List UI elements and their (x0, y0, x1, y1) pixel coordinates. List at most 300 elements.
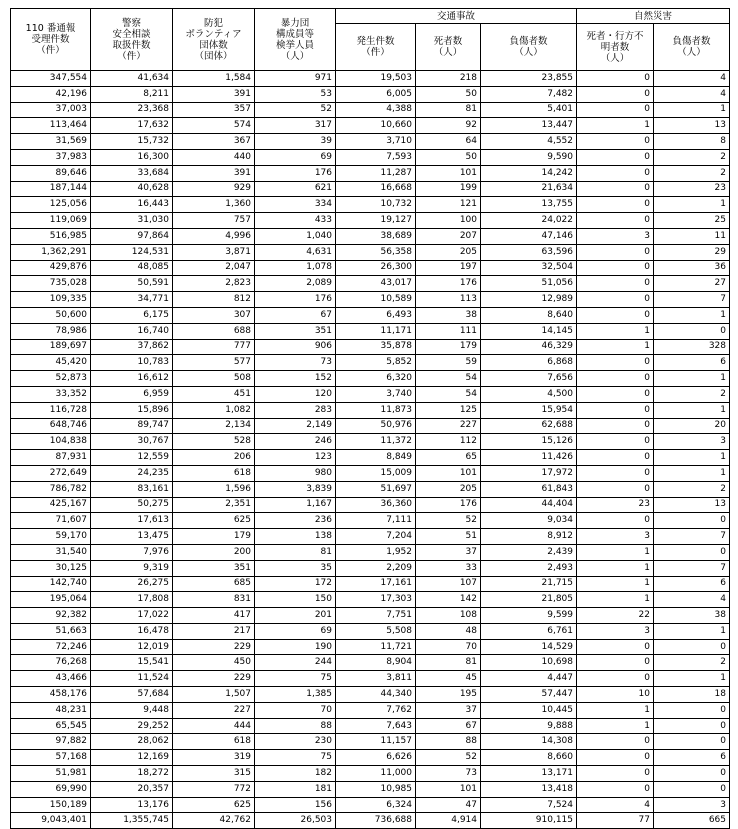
cell-traffic-deaths: 73 (416, 766, 481, 782)
cell-disaster-injured: 36 (654, 260, 730, 276)
cell-110-calls: 33,352 (11, 386, 91, 402)
table-row (11, 197, 730, 213)
cell-traffic-accident-count: 16,668 (336, 181, 416, 197)
cell-gang-arrests: 621 (255, 181, 336, 197)
cell-traffic-injured: 8,912 (481, 529, 577, 545)
cell-traffic-accident-count: 7,751 (336, 608, 416, 624)
cell-crime-prevention-groups: 227 (173, 702, 255, 718)
cell-crime-prevention-groups: 351 (173, 560, 255, 576)
table-row (11, 244, 730, 260)
cell-crime-prevention-groups: 574 (173, 118, 255, 134)
cell-traffic-accident-count: 6,493 (336, 307, 416, 323)
cell-disaster-injured: 25 (654, 213, 730, 229)
cell-110-calls: 52,873 (11, 371, 91, 387)
cell-safety-consultations: 16,478 (91, 623, 173, 639)
cell-traffic-deaths: 101 (416, 465, 481, 481)
cell-traffic-injured: 13,171 (481, 766, 577, 782)
cell-gang-arrests: 123 (255, 450, 336, 466)
table-row (11, 213, 730, 229)
cell-110-calls: 786,782 (11, 481, 91, 497)
cell-safety-consultations: 16,300 (91, 149, 173, 165)
cell-traffic-accident-count: 26,300 (336, 260, 416, 276)
cell-traffic-accident-count: 8,849 (336, 450, 416, 466)
cell-traffic-accident-count: 19,127 (336, 213, 416, 229)
cell-safety-consultations: 1,355,745 (91, 813, 173, 829)
cell-110-calls: 65,545 (11, 718, 91, 734)
table-body (11, 71, 730, 829)
cell-traffic-injured: 13,447 (481, 118, 577, 134)
cell-traffic-deaths: 179 (416, 339, 481, 355)
table-row (11, 560, 730, 576)
cell-traffic-injured: 6,868 (481, 355, 577, 371)
cell-crime-prevention-groups: 777 (173, 339, 255, 355)
cell-110-calls: 57,168 (11, 750, 91, 766)
cell-traffic-deaths: 111 (416, 323, 481, 339)
table-row (11, 497, 730, 513)
cell-traffic-accident-count: 7,111 (336, 513, 416, 529)
cell-110-calls: 42,196 (11, 86, 91, 102)
header-safety-consultations: 警察 安全相談 取扱件数 （件） (91, 9, 173, 71)
cell-traffic-deaths: 81 (416, 102, 481, 118)
cell-traffic-accident-count: 10,660 (336, 118, 416, 134)
cell-gang-arrests: 244 (255, 655, 336, 671)
cell-safety-consultations: 31,030 (91, 213, 173, 229)
cell-traffic-accident-count: 5,508 (336, 623, 416, 639)
cell-crime-prevention-groups: 319 (173, 750, 255, 766)
table-row (11, 371, 730, 387)
cell-disaster-dead-missing: 0 (577, 766, 654, 782)
cell-disaster-injured: 0 (654, 323, 730, 339)
cell-traffic-accident-count: 11,171 (336, 323, 416, 339)
cell-safety-consultations: 18,272 (91, 766, 173, 782)
cell-disaster-injured: 1 (654, 465, 730, 481)
cell-crime-prevention-groups: 1,082 (173, 402, 255, 418)
cell-traffic-deaths: 205 (416, 481, 481, 497)
table-row (11, 592, 730, 608)
cell-crime-prevention-groups: 2,823 (173, 276, 255, 292)
cell-gang-arrests: 81 (255, 544, 336, 560)
cell-gang-arrests: 230 (255, 734, 336, 750)
cell-safety-consultations: 8,211 (91, 86, 173, 102)
cell-disaster-injured: 20 (654, 418, 730, 434)
table-row (11, 402, 730, 418)
cell-crime-prevention-groups: 357 (173, 102, 255, 118)
table-row (11, 339, 730, 355)
cell-110-calls: 76,268 (11, 655, 91, 671)
cell-traffic-injured: 9,599 (481, 608, 577, 624)
cell-disaster-injured: 1 (654, 307, 730, 323)
cell-disaster-injured: 7 (654, 292, 730, 308)
cell-gang-arrests: 88 (255, 718, 336, 734)
cell-safety-consultations: 26,275 (91, 576, 173, 592)
cell-traffic-accident-count: 17,161 (336, 576, 416, 592)
cell-disaster-injured: 0 (654, 766, 730, 782)
cell-disaster-injured: 2 (654, 386, 730, 402)
cell-110-calls: 272,649 (11, 465, 91, 481)
cell-traffic-deaths: 67 (416, 718, 481, 734)
cell-traffic-deaths: 205 (416, 244, 481, 260)
cell-disaster-dead-missing: 0 (577, 260, 654, 276)
cell-traffic-deaths: 195 (416, 687, 481, 703)
cell-110-calls: 48,231 (11, 702, 91, 718)
cell-traffic-injured: 32,504 (481, 260, 577, 276)
table-row (11, 544, 730, 560)
cell-110-calls: 109,335 (11, 292, 91, 308)
cell-110-calls: 195,064 (11, 592, 91, 608)
table-row (11, 118, 730, 134)
cell-traffic-deaths: 101 (416, 165, 481, 181)
cell-traffic-accident-count: 17,303 (336, 592, 416, 608)
cell-safety-consultations: 15,732 (91, 134, 173, 150)
cell-gang-arrests: 980 (255, 465, 336, 481)
header-disaster-injured: 負傷者数 （人） (654, 24, 730, 71)
cell-traffic-deaths: 33 (416, 560, 481, 576)
cell-traffic-injured: 15,954 (481, 402, 577, 418)
cell-crime-prevention-groups: 200 (173, 544, 255, 560)
cell-crime-prevention-groups: 685 (173, 576, 255, 592)
cell-disaster-injured: 11 (654, 228, 730, 244)
cell-traffic-injured: 62,688 (481, 418, 577, 434)
cell-disaster-injured: 1 (654, 102, 730, 118)
cell-disaster-injured: 23 (654, 181, 730, 197)
table-row (11, 260, 730, 276)
cell-crime-prevention-groups: 618 (173, 734, 255, 750)
cell-disaster-injured: 0 (654, 781, 730, 797)
cell-safety-consultations: 41,634 (91, 71, 173, 87)
cell-traffic-injured: 5,401 (481, 102, 577, 118)
cell-traffic-injured: 9,034 (481, 513, 577, 529)
table-header (11, 9, 730, 71)
cell-gang-arrests: 1,167 (255, 497, 336, 513)
cell-disaster-dead-missing: 0 (577, 450, 654, 466)
cell-traffic-deaths: 64 (416, 134, 481, 150)
cell-gang-arrests: 176 (255, 292, 336, 308)
cell-crime-prevention-groups: 508 (173, 371, 255, 387)
cell-crime-prevention-groups: 831 (173, 592, 255, 608)
cell-crime-prevention-groups: 812 (173, 292, 255, 308)
cell-safety-consultations: 15,541 (91, 655, 173, 671)
cell-traffic-accident-count: 43,017 (336, 276, 416, 292)
cell-gang-arrests: 156 (255, 797, 336, 813)
cell-gang-arrests: 75 (255, 671, 336, 687)
cell-safety-consultations: 50,275 (91, 497, 173, 513)
cell-crime-prevention-groups: 2,351 (173, 497, 255, 513)
cell-crime-prevention-groups: 391 (173, 165, 255, 181)
cell-crime-prevention-groups: 757 (173, 213, 255, 229)
cell-110-calls: 187,144 (11, 181, 91, 197)
cell-110-calls: 51,663 (11, 623, 91, 639)
cell-traffic-injured: 44,404 (481, 497, 577, 513)
table-row (11, 307, 730, 323)
cell-traffic-injured: 14,308 (481, 734, 577, 750)
cell-110-calls: 69,990 (11, 781, 91, 797)
cell-disaster-injured: 0 (654, 718, 730, 734)
cell-disaster-injured: 6 (654, 355, 730, 371)
cell-110-calls: 116,728 (11, 402, 91, 418)
cell-traffic-deaths: 47 (416, 797, 481, 813)
cell-gang-arrests: 1,040 (255, 228, 336, 244)
cell-110-calls: 89,646 (11, 165, 91, 181)
cell-traffic-injured: 14,242 (481, 165, 577, 181)
table-row (11, 434, 730, 450)
cell-safety-consultations: 10,783 (91, 355, 173, 371)
cell-traffic-injured: 6,761 (481, 623, 577, 639)
cell-disaster-injured: 665 (654, 813, 730, 829)
cell-traffic-accident-count: 10,589 (336, 292, 416, 308)
table-row (11, 639, 730, 655)
cell-crime-prevention-groups: 577 (173, 355, 255, 371)
cell-gang-arrests: 26,503 (255, 813, 336, 829)
cell-disaster-dead-missing: 10 (577, 687, 654, 703)
table-row (11, 181, 730, 197)
cell-safety-consultations: 50,591 (91, 276, 173, 292)
cell-disaster-injured: 2 (654, 149, 730, 165)
cell-traffic-deaths: 199 (416, 181, 481, 197)
cell-disaster-dead-missing: 3 (577, 529, 654, 545)
cell-safety-consultations: 124,531 (91, 244, 173, 260)
cell-traffic-deaths: 125 (416, 402, 481, 418)
cell-traffic-deaths: 112 (416, 434, 481, 450)
cell-traffic-accident-count: 11,873 (336, 402, 416, 418)
header-gang-arrests: 暴力団 構成員等 検挙人員 （人） (255, 9, 336, 71)
cell-safety-consultations: 30,767 (91, 434, 173, 450)
cell-safety-consultations: 28,062 (91, 734, 173, 750)
cell-traffic-deaths: 54 (416, 386, 481, 402)
table-row (11, 323, 730, 339)
cell-traffic-injured: 14,145 (481, 323, 577, 339)
table-row (11, 481, 730, 497)
cell-safety-consultations: 24,235 (91, 465, 173, 481)
cell-disaster-dead-missing: 0 (577, 181, 654, 197)
table-row (11, 750, 730, 766)
cell-crime-prevention-groups: 625 (173, 797, 255, 813)
cell-disaster-dead-missing: 0 (577, 102, 654, 118)
cell-traffic-accident-count: 1,952 (336, 544, 416, 560)
table-row (11, 86, 730, 102)
table-row (11, 165, 730, 181)
cell-safety-consultations: 40,628 (91, 181, 173, 197)
cell-safety-consultations: 48,085 (91, 260, 173, 276)
cell-traffic-accident-count: 11,157 (336, 734, 416, 750)
cell-traffic-injured: 9,888 (481, 718, 577, 734)
cell-safety-consultations: 13,176 (91, 797, 173, 813)
table-row (11, 465, 730, 481)
cell-traffic-injured: 4,447 (481, 671, 577, 687)
table-row (11, 149, 730, 165)
cell-crime-prevention-groups: 3,871 (173, 244, 255, 260)
cell-traffic-deaths: 52 (416, 513, 481, 529)
cell-gang-arrests: 182 (255, 766, 336, 782)
cell-traffic-deaths: 107 (416, 576, 481, 592)
cell-disaster-injured: 1 (654, 371, 730, 387)
cell-traffic-injured: 2,439 (481, 544, 577, 560)
cell-traffic-injured: 13,418 (481, 781, 577, 797)
cell-traffic-deaths: 113 (416, 292, 481, 308)
table-row (11, 134, 730, 150)
cell-traffic-injured: 10,445 (481, 702, 577, 718)
cell-traffic-injured: 51,056 (481, 276, 577, 292)
cell-safety-consultations: 17,632 (91, 118, 173, 134)
cell-gang-arrests: 152 (255, 371, 336, 387)
cell-safety-consultations: 57,684 (91, 687, 173, 703)
cell-disaster-injured: 0 (654, 513, 730, 529)
cell-gang-arrests: 246 (255, 434, 336, 450)
cell-traffic-accident-count: 8,904 (336, 655, 416, 671)
cell-disaster-injured: 29 (654, 244, 730, 260)
cell-gang-arrests: 138 (255, 529, 336, 545)
cell-traffic-deaths: 59 (416, 355, 481, 371)
cell-traffic-deaths: 54 (416, 371, 481, 387)
cell-gang-arrests: 150 (255, 592, 336, 608)
cell-disaster-dead-missing: 1 (577, 339, 654, 355)
cell-traffic-accident-count: 15,009 (336, 465, 416, 481)
cell-crime-prevention-groups: 217 (173, 623, 255, 639)
cell-disaster-dead-missing: 0 (577, 276, 654, 292)
cell-disaster-dead-missing: 0 (577, 402, 654, 418)
table-row (11, 734, 730, 750)
cell-traffic-accident-count: 50,976 (336, 418, 416, 434)
header-traffic-deaths: 死者数 （人） (416, 24, 481, 71)
cell-crime-prevention-groups: 929 (173, 181, 255, 197)
cell-traffic-accident-count: 3,740 (336, 386, 416, 402)
cell-traffic-injured: 2,493 (481, 560, 577, 576)
cell-traffic-deaths: 218 (416, 71, 481, 87)
cell-disaster-dead-missing: 1 (577, 592, 654, 608)
cell-110-calls: 125,056 (11, 197, 91, 213)
cell-disaster-injured: 1 (654, 450, 730, 466)
cell-traffic-injured: 8,660 (481, 750, 577, 766)
cell-gang-arrests: 176 (255, 165, 336, 181)
cell-disaster-injured: 3 (654, 434, 730, 450)
cell-110-calls: 458,176 (11, 687, 91, 703)
cell-crime-prevention-groups: 451 (173, 386, 255, 402)
cell-traffic-injured: 21,715 (481, 576, 577, 592)
cell-110-calls: 51,981 (11, 766, 91, 782)
cell-110-calls: 425,167 (11, 497, 91, 513)
cell-traffic-deaths: 100 (416, 213, 481, 229)
cell-disaster-dead-missing: 0 (577, 165, 654, 181)
cell-traffic-deaths: 108 (416, 608, 481, 624)
cell-traffic-injured: 4,500 (481, 386, 577, 402)
cell-disaster-dead-missing: 1 (577, 544, 654, 560)
cell-traffic-accident-count: 51,697 (336, 481, 416, 497)
cell-disaster-dead-missing: 0 (577, 671, 654, 687)
cell-gang-arrests: 52 (255, 102, 336, 118)
cell-disaster-dead-missing: 0 (577, 149, 654, 165)
cell-110-calls: 648,746 (11, 418, 91, 434)
cell-disaster-injured: 8 (654, 134, 730, 150)
cell-disaster-injured: 2 (654, 655, 730, 671)
cell-disaster-injured: 1 (654, 402, 730, 418)
cell-safety-consultations: 12,559 (91, 450, 173, 466)
cell-traffic-accident-count: 7,643 (336, 718, 416, 734)
cell-crime-prevention-groups: 417 (173, 608, 255, 624)
cell-110-calls: 104,838 (11, 434, 91, 450)
cell-gang-arrests: 67 (255, 307, 336, 323)
header-disaster-dead-missing: 死者・行方不 明者数 （人） (577, 24, 654, 71)
cell-safety-consultations: 12,019 (91, 639, 173, 655)
cell-crime-prevention-groups: 229 (173, 639, 255, 655)
cell-disaster-injured: 13 (654, 118, 730, 134)
table-row (11, 513, 730, 529)
cell-traffic-accident-count: 4,388 (336, 102, 416, 118)
cell-safety-consultations: 17,613 (91, 513, 173, 529)
cell-110-calls: 150,189 (11, 797, 91, 813)
cell-traffic-accident-count: 10,732 (336, 197, 416, 213)
cell-safety-consultations: 33,684 (91, 165, 173, 181)
cell-disaster-injured: 1 (654, 623, 730, 639)
cell-gang-arrests: 236 (255, 513, 336, 529)
cell-disaster-dead-missing: 0 (577, 71, 654, 87)
cell-safety-consultations: 16,443 (91, 197, 173, 213)
cell-110-calls: 37,003 (11, 102, 91, 118)
table-row (11, 671, 730, 687)
cell-traffic-accident-count: 56,358 (336, 244, 416, 260)
cell-disaster-injured: 18 (654, 687, 730, 703)
table-row (11, 687, 730, 703)
cell-gang-arrests: 69 (255, 623, 336, 639)
cell-disaster-dead-missing: 22 (577, 608, 654, 624)
cell-disaster-dead-missing: 0 (577, 197, 654, 213)
cell-traffic-accident-count: 11,287 (336, 165, 416, 181)
cell-110-calls: 142,740 (11, 576, 91, 592)
cell-110-calls: 43,466 (11, 671, 91, 687)
cell-traffic-accident-count: 11,000 (336, 766, 416, 782)
cell-traffic-deaths: 48 (416, 623, 481, 639)
cell-110-calls: 50,600 (11, 307, 91, 323)
cell-crime-prevention-groups: 688 (173, 323, 255, 339)
cell-disaster-injured: 3 (654, 797, 730, 813)
cell-110-calls: 30,125 (11, 560, 91, 576)
cell-disaster-dead-missing: 1 (577, 323, 654, 339)
table-row (11, 386, 730, 402)
cell-crime-prevention-groups: 625 (173, 513, 255, 529)
cell-traffic-deaths: 50 (416, 86, 481, 102)
cell-disaster-injured: 2 (654, 481, 730, 497)
cell-crime-prevention-groups: 179 (173, 529, 255, 545)
cell-disaster-dead-missing: 0 (577, 639, 654, 655)
cell-disaster-dead-missing: 0 (577, 734, 654, 750)
cell-traffic-injured: 13,755 (481, 197, 577, 213)
cell-traffic-injured: 12,989 (481, 292, 577, 308)
cell-gang-arrests: 433 (255, 213, 336, 229)
cell-110-calls: 31,540 (11, 544, 91, 560)
cell-gang-arrests: 317 (255, 118, 336, 134)
cell-safety-consultations: 23,368 (91, 102, 173, 118)
cell-traffic-deaths: 52 (416, 750, 481, 766)
table-row (11, 797, 730, 813)
cell-disaster-injured: 1 (654, 671, 730, 687)
cell-traffic-accident-count: 11,372 (336, 434, 416, 450)
cell-disaster-injured: 0 (654, 639, 730, 655)
cell-crime-prevention-groups: 2,047 (173, 260, 255, 276)
cell-traffic-injured: 10,698 (481, 655, 577, 671)
cell-safety-consultations: 16,740 (91, 323, 173, 339)
cell-traffic-accident-count: 3,811 (336, 671, 416, 687)
cell-traffic-deaths: 142 (416, 592, 481, 608)
cell-traffic-injured: 11,426 (481, 450, 577, 466)
cell-disaster-dead-missing: 0 (577, 750, 654, 766)
cell-110-calls: 71,607 (11, 513, 91, 529)
header-natural-disasters-group: 自然災害 (577, 9, 730, 24)
cell-crime-prevention-groups: 618 (173, 465, 255, 481)
cell-disaster-dead-missing: 0 (577, 513, 654, 529)
cell-disaster-injured: 38 (654, 608, 730, 624)
cell-disaster-dead-missing: 0 (577, 292, 654, 308)
cell-gang-arrests: 181 (255, 781, 336, 797)
cell-traffic-injured: 7,524 (481, 797, 577, 813)
cell-disaster-dead-missing: 0 (577, 86, 654, 102)
